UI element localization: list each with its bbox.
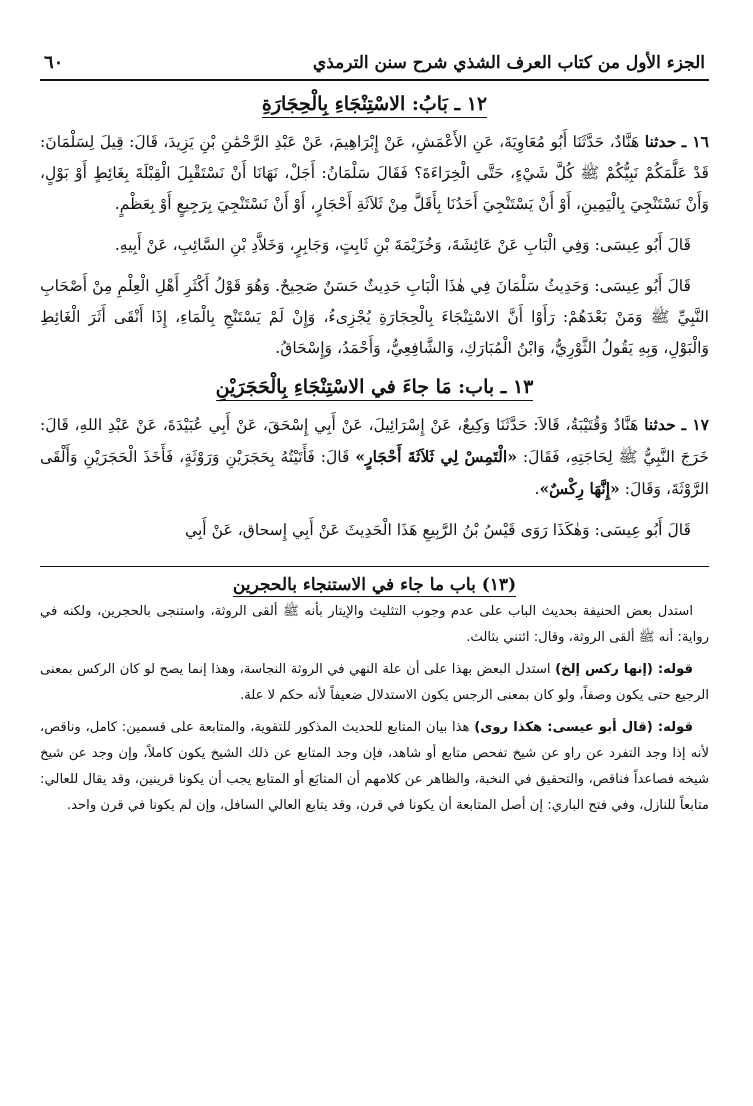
hadith-17-keyword: حدثنا xyxy=(644,415,676,434)
commentary-paragraph-3-label: قوله: (قال أبو عيسى: هكذا روى) xyxy=(474,720,693,735)
hadith-17-text-b: قَالَ: فَأَتَيْتُهُ بِحَجَرَيْنِ وَرَوْثَةٍ، فَأَخَذَ الْحَجَرَيْنِ وَأَلْقَى الرَّوْثَةَ، وَقَالَ: xyxy=(40,448,709,498)
commentary-paragraph-3 xyxy=(40,715,709,819)
commentary-paragraph-2 xyxy=(40,657,709,709)
commentary-paragraph-3-text: هذا بيان المتابع للحديث المذكور للتقوية، والمتابعة على قسمين: كامل، وناقص، لأنه إذا وجد التفرد عن راو عن شيخ تفحص متابع أو شاهد، فإن وجد المتابع عن ذلك الشيخ يكون كاملاً، وإن وجد عن شيخ شيخه فصاعداً فناقص، والتحقيق في النخبة، والظاهر عن كلامهم أن المتابَع أو المتابع يجب أن يكونا قرينين، وقد يقال للعالي: متابعاً للنازل، وفي فتح الباري: إن أصل المتابعة أن يكونا في قرن، وقد يتابع العالي السافل، وإن لم يكونا في قرن واحد. xyxy=(40,720,709,813)
abu-isa-riwaya-note: قَالَ أَبُو عِيسَى: وَهٰكَذَا رَوَى قَيْسُ بْنُ الرَّبِيعِ هَذَا الْحَدِيثَ عَنْ أَبِي إِسحاق، عَنْ أَبِي xyxy=(184,521,691,539)
page-number: ٦٠ xyxy=(44,52,64,73)
chapter-title-13-text: ١٣ ـ باب: مَا جاءَ في الاسْتِنْجَاءِ بِالْحَجَرَيْنِ xyxy=(216,376,534,401)
hadith-17-number: ١٧ ـ xyxy=(681,415,710,434)
commentary-divider xyxy=(40,566,709,567)
hadith-17-text-a: هَنَّادٌ وَقُتَيْبَةُ، قَالاَ: حَدَّثَنَا وَكِيعٌ، عَنْ إِسْرَائِيلَ، عَنْ أَبِي إِسْحَقَ، عَنْ أَبِي عُبَيْدَةَ، عَنْ عَبْدِ اللهِ، قَالَ: خَرَجَ النَّبِيُّ ﷺ لِحَاجَتِهِ، فَقَالَ: xyxy=(40,416,709,466)
hadith-17 xyxy=(40,409,709,505)
hadith-17-quote-1: «الْتَمِسْ لِي ثَلاَثَةَ أَحْجَارٍ» xyxy=(355,447,517,466)
abu-isa-hukm-note: قَالَ أَبُو عِيسَى: وَحَدِيثُ سَلْمَانَ فِي هٰذَا الْبَابِ حَدِيثٌ حَسَنٌ صَحِيحٌ. وَهُوَ قَوْلُ أَكْثَرِ أَهْلِ الْعِلْمِ مِنْ أَصْحَابِ النَّبِيِّ ﷺ وَمَنْ بَعْدَهُمْ: رَأَوْا أَنَّ الاسْتِنْجَاءَ بِالْحِجَارَةِ يُجْزِىءُ، وَإِنْ لَمْ يَسْتَنْجِ بِالْمَاءِ، إِذَا أَنْقَى أَثَرَ الْغَائِطِ وَالْبَوْلِ، وَبِهِ يَقُولُ الثَّوْرِيُّ، وَابْنُ الْمُبَارَكِ، وَالشَّافِعِيُّ، وَأَحْمَدُ، وَإِسْحَاقُ. xyxy=(40,277,709,357)
commentary-title-text: (١٣) باب ما جاء في الاستنجاء بالحجرين xyxy=(232,575,517,595)
chapter-title-12 xyxy=(40,93,709,118)
hadith-16-text: هَنَّادٌ، حَدَّثَنَا أَبُو مُعَاوِيَةَ، عَنِ الأَعْمَشِ، عَنْ إِبْرَاهِيمَ، عَنْ عَبْدِ الرَّحْمَٰنِ بْنِ يَزِيدَ، قَالَ: قِيلَ لِسَلْمَانَ: قَدْ عَلَّمَكُمْ نَبِيُّكُمْ ﷺ كُلَّ شَيْءٍ، حَتَّى الْخِرَاءَةَ؟ فَقَالَ سَلْمَانُ: أَجَلْ، نَهَانَا أَنْ نَسْتَقْبِلَ الْقِبْلَةَ بِغَائِطٍ أَوْ بَوْلٍ، وَأَنْ نَسْتَنْجِيَ بِالْيَمِينِ، أَوْ أَنْ يَسْتَنْجِيَ أَحَدُنَا بِأَقَلَّ مِنْ ثَلاَثَةِ أَحْجَارٍ، أَوْ أَنْ نَسْتَنْجِيَ بِرَجِيعٍ أَوْ بِعَظْمٍ. xyxy=(40,133,709,213)
commentary-paragraph-2-label: قوله: (إنها ركس إلخ) xyxy=(555,662,694,677)
commentary-paragraph-1: استدل بعض الحنيفة بحديث الباب على عدم وجوب التثليث والإيتار بأنه ﷺ ألقى الروثة، واستنجى بالحجرين، ولكنه في رواية: أنه ﷺ ألقى الروثة، وقال: ائتني بثالث. xyxy=(40,604,709,645)
commentary-title xyxy=(40,575,709,597)
page-header xyxy=(40,52,709,81)
running-title: الجزء الأول من كتاب العرف الشذي شرح سنن الترمذي xyxy=(312,53,705,73)
hadith-16 xyxy=(40,126,709,220)
chapter-title-13 xyxy=(40,376,709,401)
hadith-17-quote-2: «إِنَّهَا رِكْسٌ» xyxy=(539,479,620,498)
hadith-16-number: ١٦ ـ xyxy=(681,132,709,151)
commentary-paragraph-2-text: استدل البعض بهذا على أن علة النهي في الروثة النجاسة، وهذا إنما يصح لو كان الركس بمعنى الرجيع حتى يكون وصفاً، ولو كان بمعنى الرجس يكون الاستدلال ضعيفاً لأنه حكم لا علة. xyxy=(40,662,709,703)
hadith-16-keyword: حدثنا xyxy=(644,132,677,151)
chapter-title-12-text: ١٢ ـ بَابُ: الاسْتِنْجَاءِ بِالْحِجَارَةِ xyxy=(262,93,487,118)
abu-isa-bab-note: قَالَ أَبُو عِيسَى: وَفِي الْبَابِ عَنْ عَائِشَةَ، وَخُزَيْمَةَ بْنِ ثَابِتٍ، وَجَابِرٍ، وَخَلاَّدِ بْنِ السَّائِبِ، عَنْ أَبِيهِ. xyxy=(114,236,691,254)
hadith-17-text-c: . xyxy=(534,480,540,498)
